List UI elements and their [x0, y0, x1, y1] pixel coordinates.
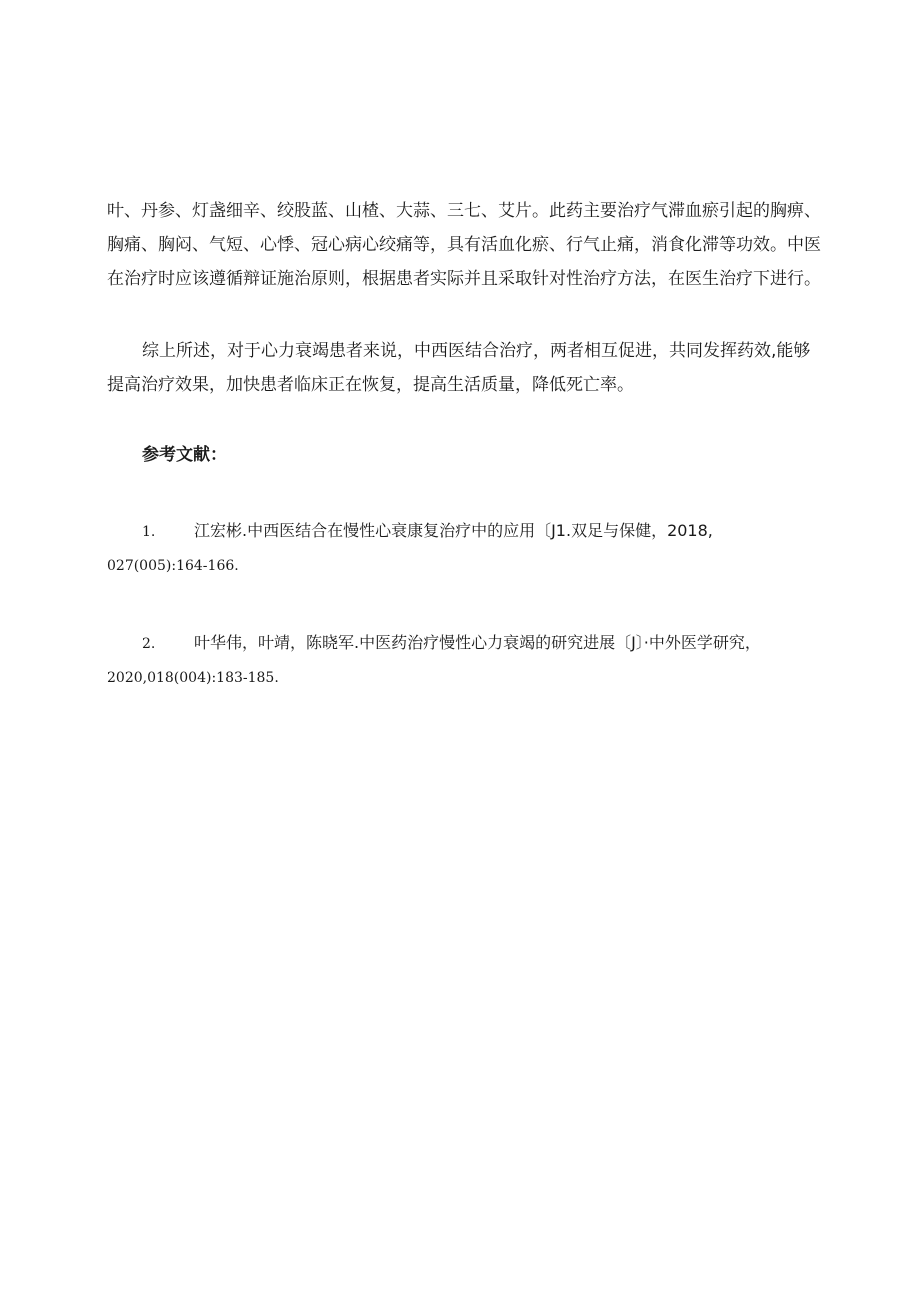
reference-item — [107, 626, 823, 695]
paragraph-line: 胸痛、胸闷、气短、心悸、冠心病心绞痛等，具有活血化瘀、行气止痛，消食化滞等功效。中医 — [107, 235, 821, 255]
reference-text: 叶华伟，叶靖，陈晓军.中医药治疗慢性心力衰竭的研究进展〔J〕·中外医学研究， — [194, 633, 761, 652]
paragraph-line: 叶、丹参、灯盏细辛、绞股蓝、山楂、大蒜、三七、艾片。此药主要治疗气滞血瘀引起的胸痹、 — [107, 201, 821, 221]
paragraph-line: 提高治疗效果，加快患者临床正在恢复，提高生活质量，降低死亡率。 — [107, 375, 634, 395]
body-paragraph-conclusion — [107, 334, 823, 402]
references-heading: 参考文献： — [142, 445, 227, 465]
reference-continuation: 027(005):164-166. — [107, 558, 239, 574]
reference-continuation: 2020,018(004):183-185. — [107, 670, 279, 686]
reference-first-line — [107, 521, 713, 540]
reference-number: 1. — [142, 524, 156, 540]
paragraph-line: 综上所述，对于心力衰竭患者来说，中西医结合治疗，两者相互促进，共同发挥药效,能够 — [142, 341, 811, 361]
reference-item — [107, 514, 823, 583]
paragraph-line: 在治疗时应该遵循辩证施治原则，根据患者实际并且采取针对性治疗方法，在医生治疗下进行。 — [107, 269, 821, 289]
reference-first-line — [107, 633, 761, 652]
body-paragraph-treatment — [107, 194, 823, 296]
reference-text: 江宏彬.中西医结合在慢性心衰康复治疗中的应用〔J1.双足与保健，2018, — [194, 521, 713, 540]
reference-number: 2. — [142, 636, 156, 652]
